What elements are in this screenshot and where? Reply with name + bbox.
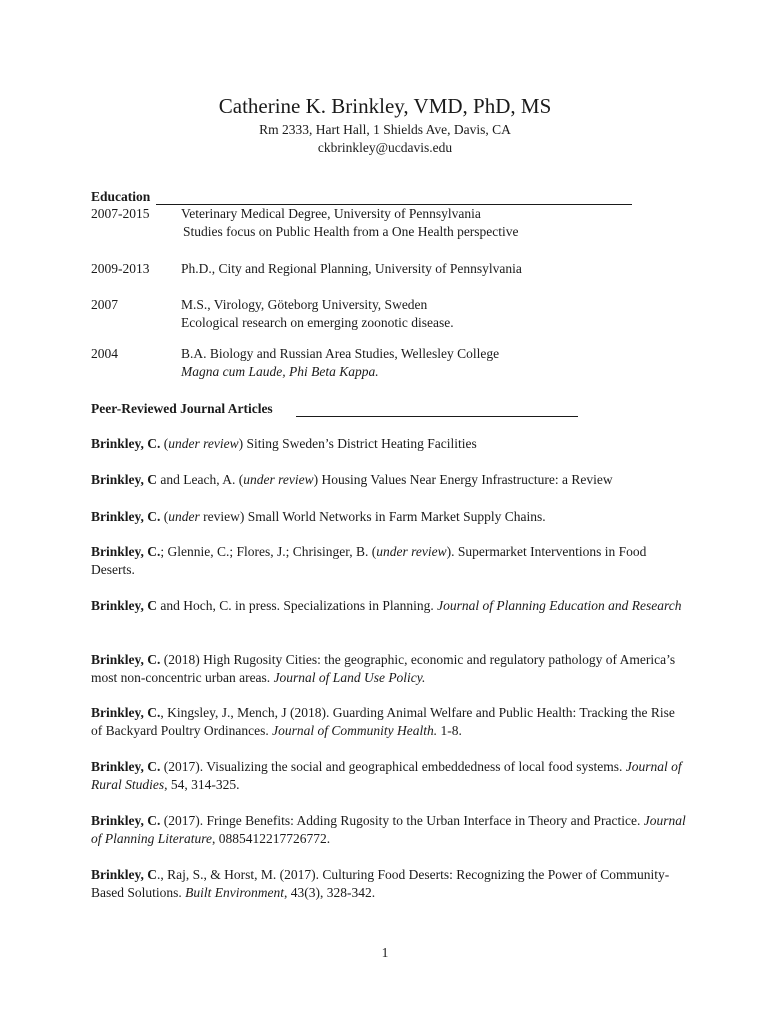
edu-note-1: Studies focus on Public Health from a One Health perspective xyxy=(183,224,519,239)
article-authors: Brinkley, C. xyxy=(91,544,161,559)
article-status: under review xyxy=(168,436,239,451)
article-authors: Brinkley, C. xyxy=(91,813,161,828)
edu-years-3: 2007 xyxy=(91,297,118,312)
edu-degree-2: Ph.D., City and Regional Planning, University of Pennsylvania xyxy=(181,261,522,276)
edu-years-4: 2004 xyxy=(91,346,118,361)
article-journal: Journal of Planning Education and Research xyxy=(437,598,682,613)
article-1: Brinkley, C. (under review) Siting Sweden’s District Heating Facilities xyxy=(91,436,477,451)
education-rule xyxy=(156,204,632,205)
cv-email: ckbrinkley@ucdavis.edu xyxy=(317,140,453,155)
edu-years-2: 2009-2013 xyxy=(91,261,150,276)
article-status: under review xyxy=(376,544,447,559)
article-authors: Brinkley, C. xyxy=(91,509,161,524)
education-heading: Education xyxy=(91,189,151,204)
article-authors: Brinkley, C xyxy=(91,867,158,882)
article-journal: Built Environment xyxy=(185,885,284,900)
article-authors: Brinkley, C. xyxy=(91,759,161,774)
article-authors: Brinkley, C. xyxy=(91,436,161,451)
cv-address: Rm 2333, Hart Hall, 1 Shields Ave, Davis, CA xyxy=(259,122,511,137)
page-number: 1 xyxy=(381,945,389,960)
article-journal: Journal of Planning Literature xyxy=(91,813,686,846)
article-6: Brinkley, C. (2018) High Rugosity Cities: the geographic, economic and regulatory pathology of America’s most non-concentric urban areas. Journal of Land Use Policy. xyxy=(91,652,676,685)
article-5: Brinkley, C and Hoch, C. in press. Specializations in Planning. Journal of Planning Education and Research xyxy=(91,598,682,613)
article-journal: Journal of Rural Studies xyxy=(91,759,682,792)
article-authors: Brinkley, C. xyxy=(91,705,161,720)
edu-degree-1: Veterinary Medical Degree, University of Pennsylvania xyxy=(181,206,481,221)
article-9: Brinkley, C. (2017). Fringe Benefits: Adding Rugosity to the Urban Interface in Theory and Practice. Journal of Planning Literature, 0885412217726772. xyxy=(91,813,686,846)
edu-degree-3: M.S., Virology, Göteborg University, Sweden xyxy=(181,297,428,312)
cv-name: Catherine K. Brinkley, VMD, PhD, MS xyxy=(218,94,552,118)
edu-note-3: Ecological research on emerging zoonotic disease. xyxy=(181,315,454,330)
article-journal: Journal of Land Use Policy. xyxy=(273,670,426,685)
articles-heading: Peer-Reviewed Journal Articles xyxy=(91,401,273,416)
edu-degree-4: B.A. Biology and Russian Area Studies, Wellesley College xyxy=(181,346,500,361)
article-2: Brinkley, C and Leach, A. (under review) Housing Values Near Energy Infrastructure: a Review xyxy=(91,472,613,487)
article-authors: Brinkley, C xyxy=(91,472,158,487)
article-3: Brinkley, C. (under review) Small World Networks in Farm Market Supply Chains. xyxy=(91,509,546,524)
article-status: under review xyxy=(243,472,314,487)
article-authors: Brinkley, C. xyxy=(91,652,161,667)
article-8: Brinkley, C. (2017). Visualizing the social and geographical embeddedness of local food systems. Journal of Rural Studies, 54, 314-325. xyxy=(91,759,682,792)
articles-rule xyxy=(296,416,578,417)
article-4: Brinkley, C.; Glennie, C.; Flores, J.; Chrisinger, B. (under review). Supermarket Interventions in Food Deserts. xyxy=(91,544,647,577)
article-status: under xyxy=(168,509,200,524)
article-journal: Journal of Community Health. xyxy=(272,723,438,738)
edu-note-4: Magna cum Laude, Phi Beta Kappa. xyxy=(181,364,379,379)
article-10: Brinkley, C., Raj, S., & Horst, M. (2017). Culturing Food Deserts: Recognizing the Power of Community-Based Solutions. Built Environment, 43(3), 328-342. xyxy=(91,867,670,900)
article-authors: Brinkley, C xyxy=(91,598,158,613)
edu-years-1: 2007-2015 xyxy=(91,206,150,221)
article-7: Brinkley, C., Kingsley, J., Mench, J (2018). Guarding Animal Welfare and Public Health: Tracking the Rise of Backyard Poultry Ordinances. Journal of Community Health. 1-8. xyxy=(91,705,675,738)
